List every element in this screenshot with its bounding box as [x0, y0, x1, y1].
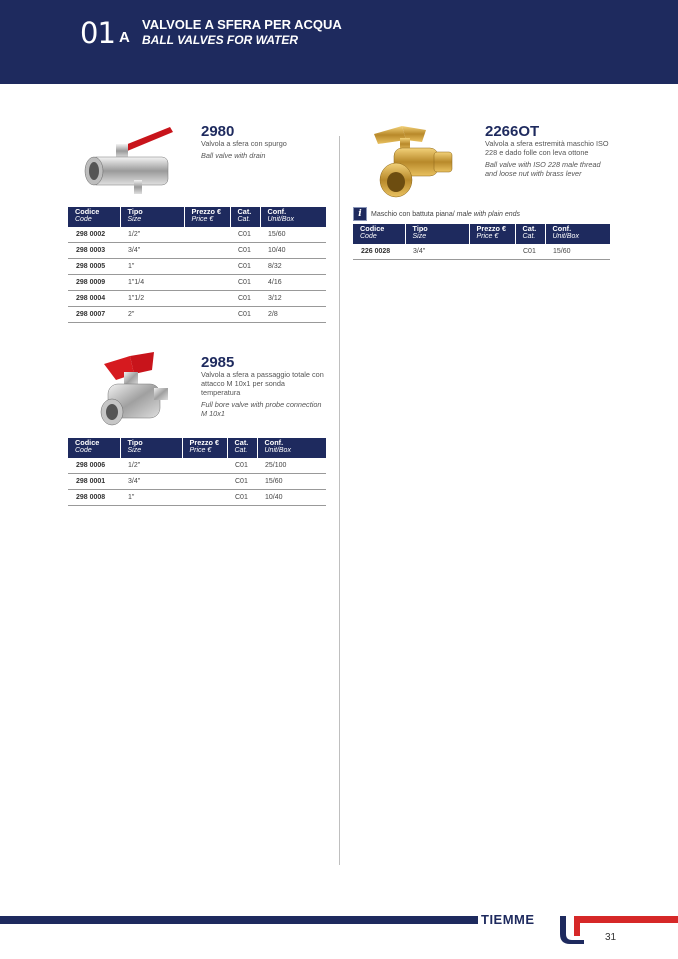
table-header: Codice Code Tipo Size Prezzo € Price € Cat. Cat. Conf. Unit/Box [68, 438, 326, 458]
desc-it: Valvola a sfera con spurgo [201, 139, 287, 148]
table-row: 298 0009 1"1/4 C01 4/16 [68, 275, 326, 291]
page-header [0, 0, 678, 84]
info-icon: i [353, 207, 367, 221]
note-it: Maschio con battuta piana/ [371, 210, 455, 218]
table-row: 298 0006 1/2" C01 25/100 [68, 458, 326, 474]
desc-en: Ball valve with ISO 228 male thread and loose nut with brass lever [485, 160, 601, 178]
desc-it: Valvola a sfera estremità maschio ISO 228 e dado folle con leva ottone [485, 139, 609, 157]
section-title-en: BALL VALVES FOR WATER [142, 33, 299, 47]
table-row: 298 0004 1"1/2 C01 3/12 [68, 291, 326, 307]
desc-it: Valvola a sfera a passaggio totale con attacco M 10x1 per sonda temperatura [201, 370, 324, 397]
table-row: 298 0001 3/4" C01 15/60 [68, 474, 326, 490]
footer-accent-bar [580, 916, 678, 923]
product-desc-2980 [201, 139, 331, 160]
table-row: 298 0007 2" C01 2/8 [68, 307, 326, 323]
page-number: 31 [605, 932, 617, 943]
ball-valve-2266ot-image [372, 124, 458, 200]
desc-en: Ball valve with drain [201, 151, 266, 160]
product-desc-2985 [201, 370, 326, 418]
product-table-2985 [68, 438, 326, 506]
section-letter: A [119, 29, 130, 46]
section-number: 01 [80, 16, 115, 50]
table-row: 298 0005 1" C01 8/32 [68, 259, 326, 275]
product-title-2980: 2980 [201, 123, 235, 140]
brand-logo: TIEMME [478, 913, 560, 927]
desc-en: Full bore valve with probe connection M 10x1 [201, 400, 322, 418]
table-header: Codice Code Tipo Size Prezzo € Price € Cat. Cat. Conf. Unit/Box [68, 207, 326, 227]
ball-valve-2985-image [96, 350, 178, 432]
product-table-2266ot [353, 224, 610, 260]
table-row: 298 0003 3/4" C01 10/40 [68, 243, 326, 259]
product-table-2980 [68, 207, 326, 323]
table-row: 298 0008 1" C01 10/40 [68, 490, 326, 506]
product-title-2985: 2985 [201, 354, 235, 371]
section-title-it: VALVOLE A SFERA PER ACQUA [142, 17, 342, 32]
product-desc-2266ot [485, 139, 610, 178]
info-note [353, 207, 520, 221]
column-divider [339, 136, 340, 865]
table-row: 298 0002 1/2" C01 15/60 [68, 227, 326, 243]
note-en: male with plain ends [454, 210, 521, 218]
footer-hook-graphic [556, 916, 584, 944]
table-row: 226 0028 3/4" C01 15/60 [353, 244, 610, 260]
table-header: Codice Code Tipo Size Prezzo € Price € Cat. Cat. Conf. Unit/Box [353, 224, 610, 244]
ball-valve-2980-image [80, 122, 188, 198]
product-title-2266ot: 2266OT [485, 123, 540, 140]
